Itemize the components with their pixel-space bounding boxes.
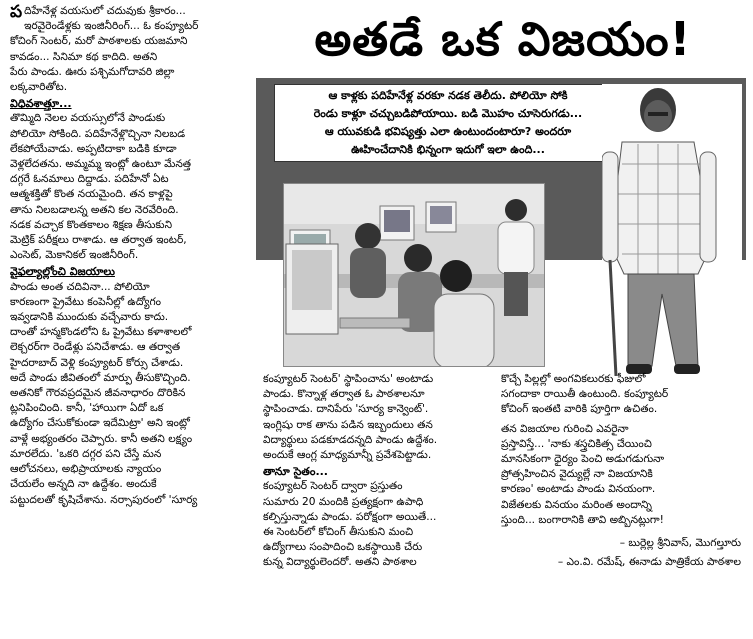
text-line: తాను నిలబడాలన్న అతని కల నెరవేరింది. bbox=[10, 203, 179, 216]
text-line: ఇరవైరెండేళ్లకు ఇంజినీరింగ్... ఓ కంప్యూటర్ bbox=[24, 20, 199, 33]
text-line: పేరు పాండు. ఊరు పశ్చిమగోదావరి జిల్లా bbox=[10, 65, 175, 78]
text-line: వెళ్లలేదతను. అమ్మమ్మ ఇంట్లో ఉంటూ మేనత్త bbox=[10, 158, 192, 171]
lead-text bbox=[274, 84, 622, 162]
text-line: లక్కవారితోట. bbox=[10, 81, 68, 94]
text-line: సుమారు 20 మందికి ప్రత్యక్షంగా ఉపాధి bbox=[263, 495, 424, 508]
lead-line: ఆ కాళ్లకు పదిహేనేళ్ల వరకూ నడక తెలీదు. పోలియో సోకి bbox=[328, 89, 568, 102]
text-line: పట్టుదలతో కృషిచేశాను. నర్సాపురంలో 'సూర్య bbox=[10, 493, 198, 506]
text-line: ఆలోచనలు, అభిప్రాయాలకు న్యాయం bbox=[10, 463, 162, 476]
byline: – ఎం.వి. రమేష్, ఈనాడు పాత్రికేయ పాఠశాల bbox=[557, 556, 741, 569]
headline: అతడే ఒక విజయం! bbox=[314, 12, 692, 66]
text-line: సగందాకా రాయితీ ఉంటుంది. కంప్యూటర్ bbox=[501, 388, 669, 401]
text-line: నడక వచ్చాక కొంతకాలం శిక్షణ తీసుకుని bbox=[10, 218, 173, 231]
text-line: ఎంసెట్, మెకానికల్ ఇంజినీరింగ్. bbox=[10, 249, 139, 262]
text-line: మెట్రిక్ పరీక్షలు రాశాడు. ఆ తర్వాత ఇంటర్, bbox=[10, 234, 187, 247]
text-line: దిహేనేళ్ల వయసులో చదువుకు శ్రీకారం... bbox=[24, 5, 186, 17]
subheading: విధివశాత్తూ... bbox=[10, 97, 72, 111]
text-line: తొమ్మిది నెలల వయస్సులోనే పాండుకు bbox=[10, 112, 166, 125]
text-line: కొచ్చే పిల్లల్లో అంగవికలురకు ఫీజులో bbox=[501, 373, 646, 385]
text-line: కల్పిస్తున్నాడు పాండు. పరోక్షంగా అయితే... bbox=[263, 510, 437, 523]
text-line: అందుకే ఆంగ్ల మాధ్యమాన్నీ ప్రవేశపెట్టాడు. bbox=[263, 449, 432, 462]
text-line: దగ్గరే ఓనమాలు దిద్దాడు. పదిహేనో ఏట bbox=[10, 173, 169, 186]
portrait-photo bbox=[602, 84, 742, 376]
text-line: కంప్యూటర్ సెంటర్ ద్వారా ప్రస్తుతం bbox=[263, 480, 403, 493]
subheading: తానూ సైతం... bbox=[263, 465, 328, 479]
left-column bbox=[10, 4, 254, 508]
lead-line: ఆ యువకుడి భవిష్యత్తు ఎలా ఉంటుందంటారూ? అందరూ bbox=[324, 125, 572, 138]
text-line: కోచింగ్ సెంటర్, మరో పాఠశాలకు యజమాని bbox=[10, 35, 188, 48]
text-line: స్తుంది... బంగారానికి తావి అబ్బినట్లుగా! bbox=[501, 513, 664, 526]
text-line: మానసికంగా ధైర్యం పెంచి అడుగడుగునా bbox=[501, 453, 665, 466]
text-line: ఉద్యోగం చేసుకోకుండా ఇదేమిట్రా' అని ఇంట్లో bbox=[10, 417, 190, 430]
text-line: కోచింగ్ ఇంతటి వారికి పూర్తిగా ఉచితం. bbox=[501, 403, 658, 416]
text-line: చేయలేం అన్నది నా ఉద్దేశం. అందుకే bbox=[10, 478, 157, 491]
text-line: లెక్చరర్‌గా రెండేళ్లు పనిచేశాడు. ఆ తర్వాత bbox=[10, 341, 181, 354]
text-line: ఉద్యోగాలు సంపాదించి ఒకస్థాయికి చేరు bbox=[263, 541, 423, 554]
lead-line: రెండు కాళ్లూ చచ్చుబడిపోయాయి. బడి మొహం చూసెరుగడు... bbox=[313, 107, 583, 120]
dropcap: ప bbox=[10, 2, 23, 22]
text-line: అతనికో గౌరవప్రదమైన జీవనాధారం దొరికిన bbox=[10, 387, 186, 400]
subheading: వైఫల్యాల్లోంచి విజయాలు bbox=[10, 265, 115, 279]
text-line: ప్రస్తావిస్తే... 'నాకు శస్త్రచికిత్స చేయించి bbox=[501, 437, 652, 450]
text-line: పాండు. కొన్నాళ్ల తర్వాత ఓ పాఠశాలనూ bbox=[263, 388, 425, 401]
text-line: ప్రోత్సహించిన వైద్యుల్లే నా విజయానికి bbox=[501, 468, 653, 481]
text-line: హైదరాబాద్ వెళ్లి కంప్యూటర్ కోర్సు చేశాడు. bbox=[10, 356, 184, 369]
text-line: ఆత్మశక్తితో కొంత నయమైంది. తన కాళ్లపై bbox=[10, 188, 173, 201]
byline: – బుర్లెల్ల శ్రీనివాస్, మొగల్తూరు bbox=[619, 537, 741, 550]
text-line: స్థాపించాడు. దానిపేరు 'సూర్య కాన్వెంట్'. bbox=[263, 403, 429, 416]
text-line: విజేతలకు వినయం మరింత అందాన్ని bbox=[501, 498, 652, 511]
text-line: లేకపోయేవాడు. అప్పటిదాకా బడికి కూడా bbox=[10, 142, 177, 155]
classroom-photo bbox=[283, 183, 545, 367]
text-line: కారణం' అంటాడు పాండు వినయంగా. bbox=[501, 483, 656, 496]
text-line: కంప్యూటర్ సెంటర్' స్థాపించాను' అంటాడు bbox=[263, 373, 434, 385]
text-line: వాళ్లే అభ్యంతరం చెప్పారు. కానీ అతని లక్ష్యం bbox=[10, 432, 193, 445]
text-line: ఈ సెంటర్‌లో కోచింగ్ తీసుకుని మంచి bbox=[263, 526, 414, 539]
text-line: కావడం... సినిమా కథ కాదిది. అతని bbox=[10, 50, 158, 63]
text-line: కారణంగా ప్రైవేటు కంపెనీల్లో ఉద్యోగం bbox=[10, 295, 162, 308]
lead-line: ఊహించేదానికి భిన్నంగా ఇదుగో ఇలా ఉంది... bbox=[351, 143, 545, 156]
text-line: ఇవ్వడానికి ముందుకు వచ్చేవారు కాదు. bbox=[10, 311, 169, 324]
text-line: పాండు అంత చదివినా... పోలియో bbox=[10, 280, 150, 293]
text-line: కున్న విద్యార్థులెందరో. అతని పాఠశాల bbox=[263, 556, 417, 569]
right-column bbox=[501, 372, 741, 570]
text-line: దాంతో హన్మకొండలోని ఓ ప్రైవేటు కళాశాలలో bbox=[10, 326, 192, 339]
text-line: విద్యార్థులు పడకూడదన్నది పాండు ఉద్దేశం. bbox=[263, 433, 438, 446]
text-line: ఇంగ్లిషు రాక తాను పడిన ఇబ్బందులు తన bbox=[263, 418, 433, 431]
text-line: మారలేదు. 'ఒకరి దగ్గర పని చేస్తే మన bbox=[10, 447, 162, 460]
text-line: తన విజయాల గురించి ఎవరైనా bbox=[501, 422, 629, 435]
text-line: అదే పాండు జీవితంలో మార్పు తీసుకొచ్చింది. bbox=[10, 371, 191, 384]
text-line: పోలియో సోకింది. పదిహేనేళ్లొచ్చినా నిలబడ bbox=[10, 127, 186, 140]
middle-column bbox=[263, 372, 497, 571]
text-line: ట్లనిపించింది. కానీ, 'హాయిగా ఏదో ఒక bbox=[10, 402, 164, 415]
